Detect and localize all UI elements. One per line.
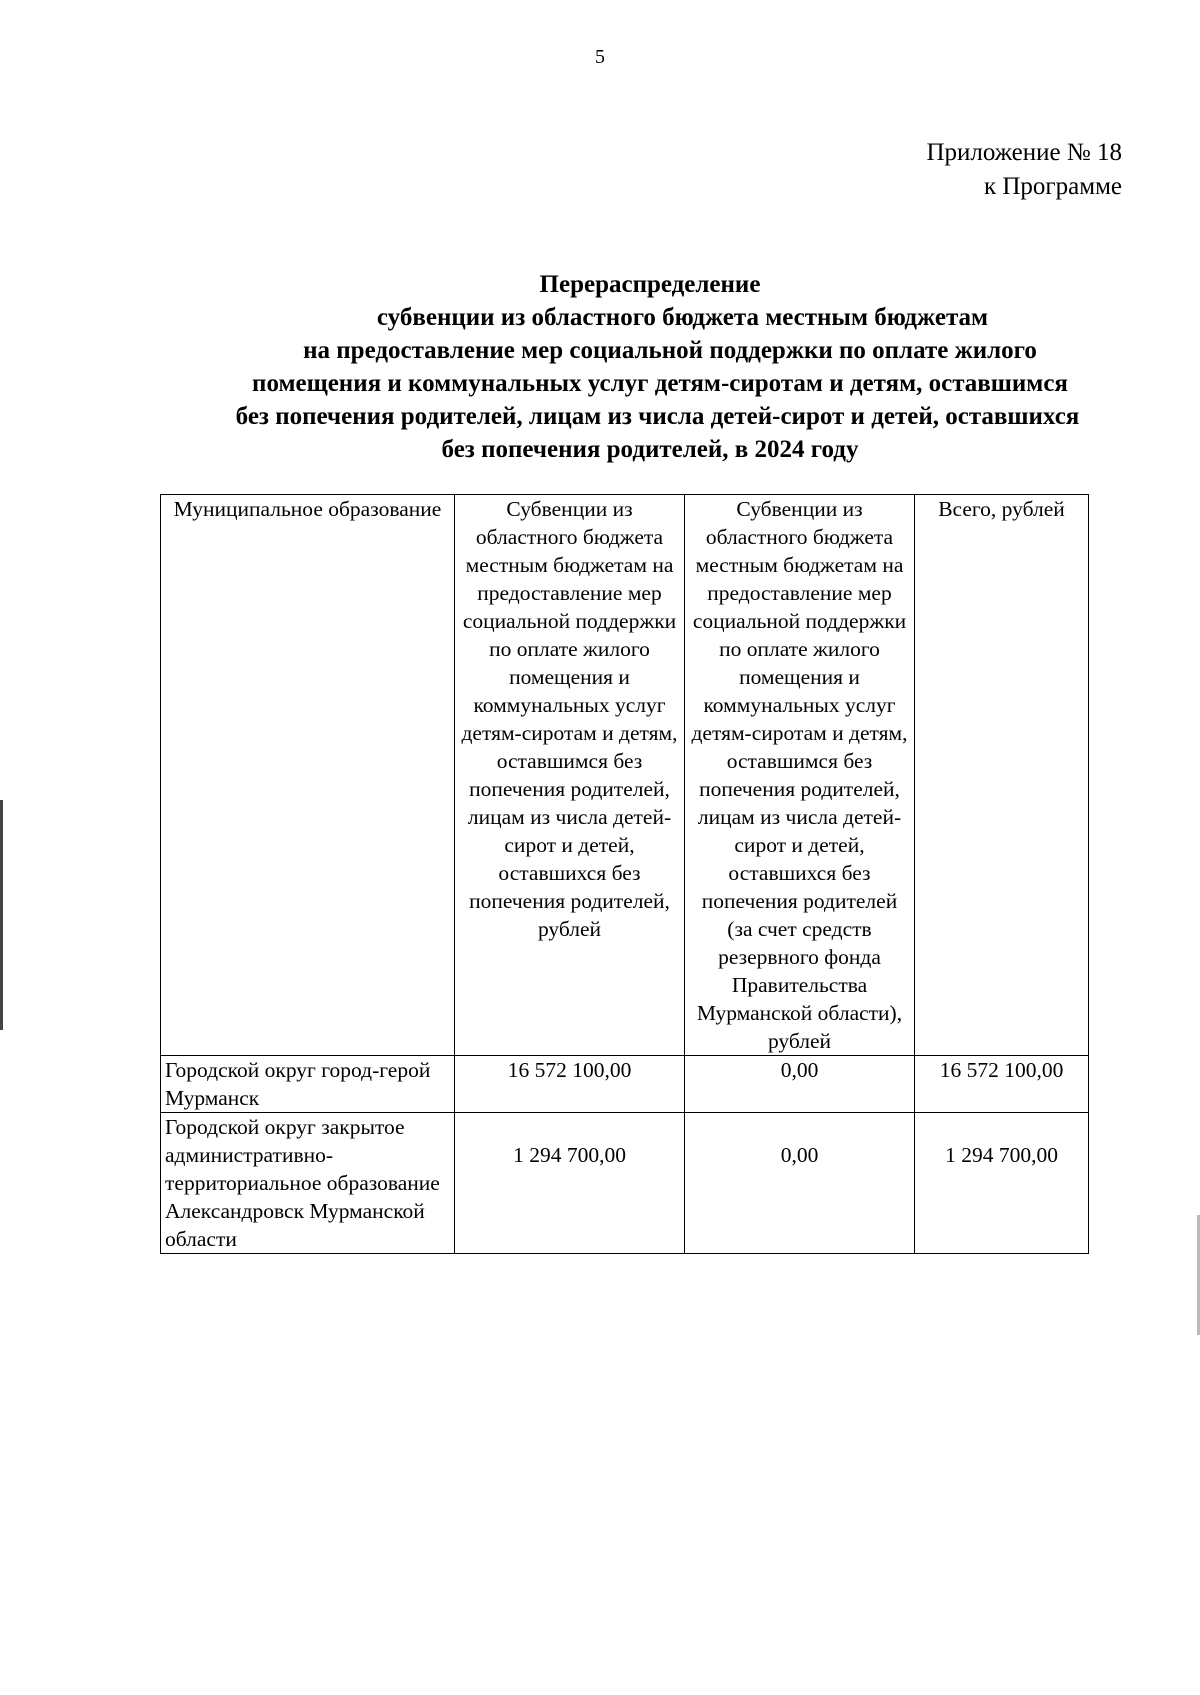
subvention-value: 16 572 100,00	[455, 1056, 685, 1113]
reserve-fund-value: 0,00	[685, 1056, 915, 1113]
title-line: без попечения родителей, в 2024 году	[441, 436, 859, 463]
header-subvention-reserve-fund: Субвенции из областного бюджета местным бюджетам на предоставление мер социальной поддержки по оплате жилого помещения и коммунальных услуг детям-сиротам и детям, оставшимся без попечения родителей, лицам из числа детей-сирот и детей, оставшихся без попечения родителей (за счет средств резервного фонда Правительства Мурманской области), рублей	[685, 495, 915, 1056]
header-municipality: Муниципальное образование	[161, 495, 455, 1056]
redistribution-table	[160, 494, 1089, 1254]
subvention-value: 1 294 700,00	[455, 1113, 685, 1254]
title-line: без попечения родителей, лицам из числа детей-сирот и детей, оставшихся	[235, 403, 1080, 430]
page-number: 5	[595, 46, 605, 68]
appendix-number: Приложение № 18	[926, 139, 1122, 166]
document-title	[160, 268, 1140, 466]
appendix-note	[926, 136, 1122, 204]
title-line: помещения и коммунальных услуг детям-сиротам и детям, оставшимся	[252, 370, 1068, 397]
reserve-fund-value: 0,00	[685, 1113, 915, 1254]
table-row	[161, 1056, 1089, 1113]
header-subvention: Субвенции из областного бюджета местным бюджетам на предоставление мер социальной поддержки по оплате жилого помещения и коммунальных услуг детям-сиротам и детям, оставшимся без попечения родителей, лицам из числа детей-сирот и детей, оставшихся без попечения родителей, рублей	[455, 495, 685, 1056]
appendix-program: к Программе	[983, 173, 1122, 200]
header-total: Всего, рублей	[915, 495, 1089, 1056]
total-value: 1 294 700,00	[915, 1113, 1089, 1254]
total-value: 16 572 100,00	[915, 1056, 1089, 1113]
title-line: субвенции из областного бюджета местным бюджетам	[376, 304, 989, 331]
municipality-name: Городской округ закрытое административно-территориальное образование Александровск Мурманской области	[161, 1113, 455, 1254]
title-line: Перераспределение	[539, 271, 761, 298]
scan-edge-mark	[0, 800, 3, 1030]
title-line: на предоставление мер социальной поддержки по оплате жилого	[303, 337, 1037, 364]
municipality-name: Городской округ город-герой Мурманск	[161, 1056, 455, 1113]
table-row	[161, 1113, 1089, 1254]
table-header-row	[161, 495, 1089, 1056]
